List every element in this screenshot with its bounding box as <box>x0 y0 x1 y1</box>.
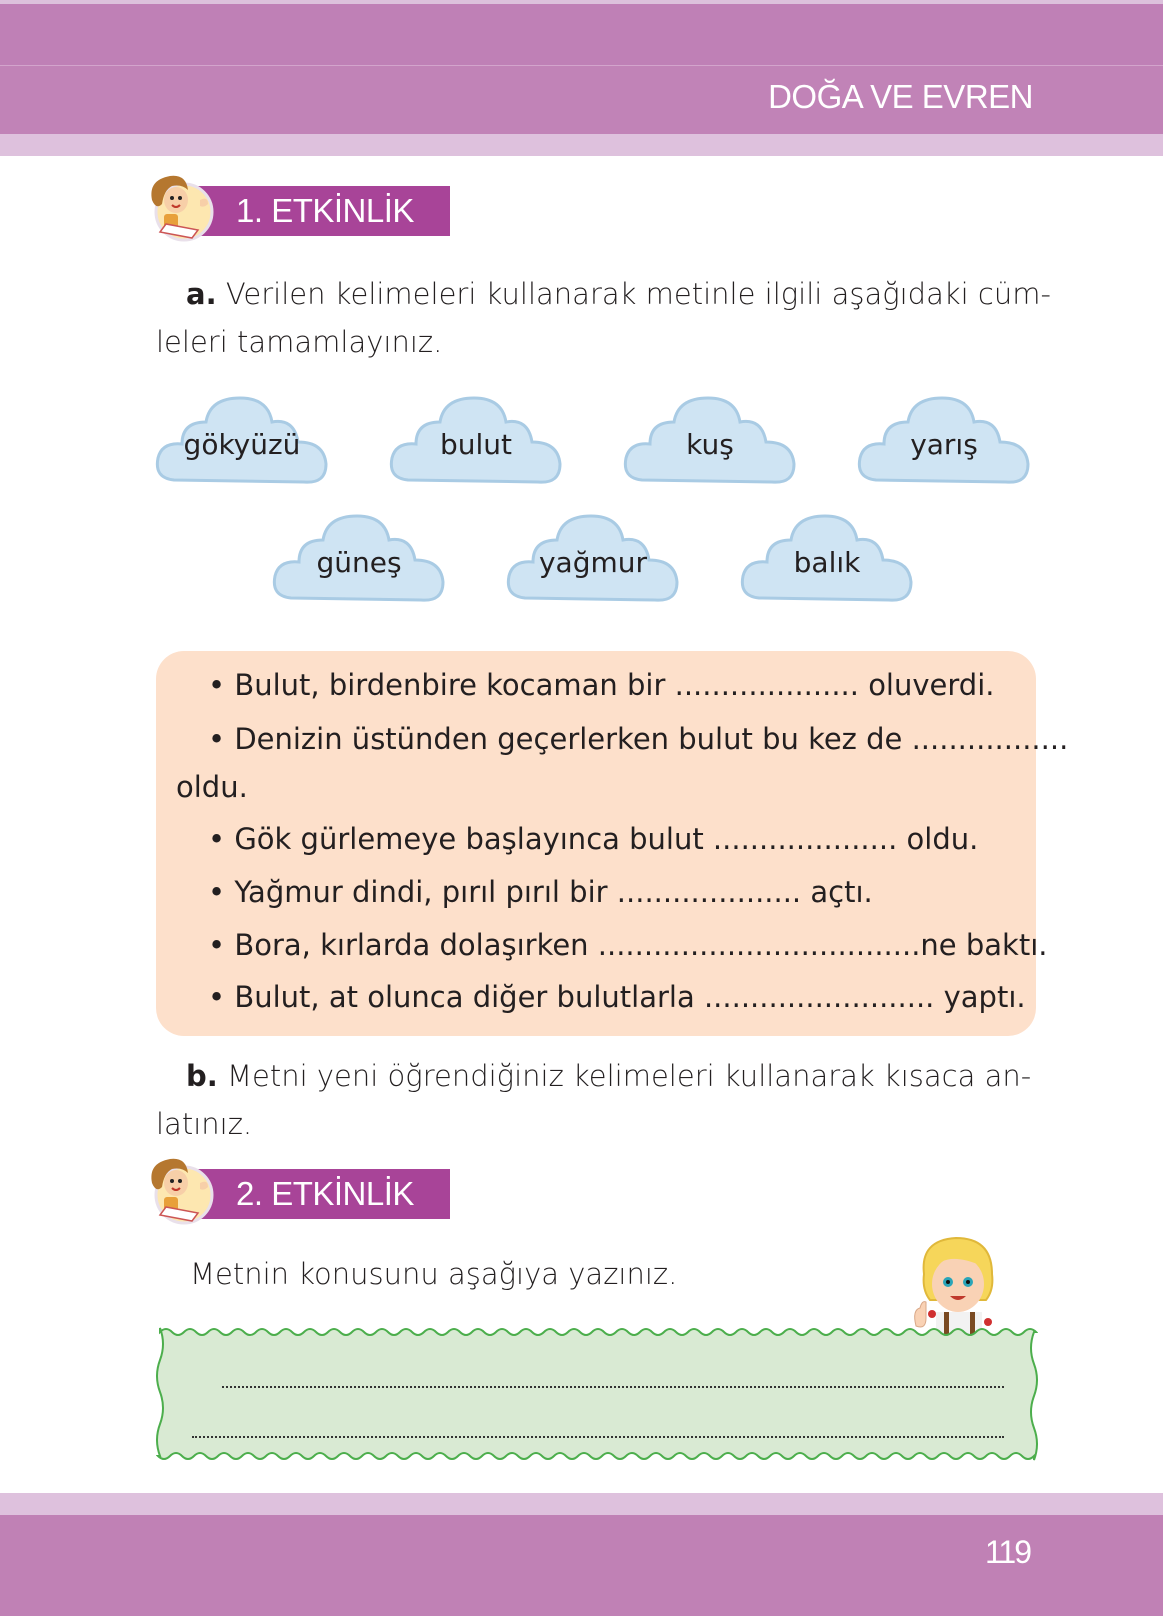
instruction-a-line-1 <box>186 270 1051 318</box>
girl-writing-icon <box>142 1153 222 1225</box>
instruction-b-text: Metni yeni öğrendiğiniz kelimeleri kullanarak kısaca an- <box>227 1059 1032 1093</box>
activity-2-instruction: Metnin konusunu aşağıya yazınız. <box>190 1257 678 1291</box>
instruction-a-label: a. <box>186 277 217 311</box>
fill-in-sentences-box <box>156 651 1069 1036</box>
answer-line-2[interactable] <box>192 1436 1004 1438</box>
instruction-a-line-2: leleri tamamlayınız. <box>156 325 443 359</box>
header-light-strip <box>0 134 1163 156</box>
activity-2-label: 2. ETKİNLİK <box>192 1169 450 1219</box>
word-cloud-bulut <box>388 392 564 492</box>
chapter-title: DOĞA VE EVREN <box>768 78 1033 115</box>
sentence-6: • Bulut, at olunca diğer bulutlarla ......................... yaptı. <box>208 980 1026 1014</box>
activity-2-heading <box>142 1153 462 1225</box>
word-label: güneş <box>316 546 402 579</box>
word-cloud-kus <box>622 392 798 492</box>
answer-line-1[interactable] <box>222 1386 1004 1388</box>
sentence-2-continued: oldu. <box>176 770 248 804</box>
sentence-3: • Gök gürlemeye başlayınca bulut .................... oldu. <box>208 822 979 856</box>
word-label: balık <box>793 546 861 579</box>
boy-thumbs-up-icon <box>896 1230 1016 1334</box>
instruction-b-line-2: latınız. <box>156 1107 253 1141</box>
instruction-b-line-1 <box>186 1052 1031 1100</box>
word-cloud-balik <box>739 510 915 610</box>
answer-area[interactable] <box>156 1324 1038 1464</box>
word-label: yarış <box>910 428 978 461</box>
sentence-5: • Bora, kırlarda dolaşırken ...................................ne baktı. <box>208 928 1048 962</box>
word-label: kuş <box>686 428 734 461</box>
word-cloud-yagmur <box>505 510 681 610</box>
activity-1-heading <box>142 170 462 242</box>
girl-writing-icon <box>142 170 222 242</box>
sentence-4: • Yağmur dindi, pırıl pırıl bir .................... açtı. <box>208 875 873 909</box>
footer-light-strip <box>0 1493 1163 1515</box>
word-cloud-gokyuzu <box>154 392 330 492</box>
sentence-2: • Denizin üstünden geçerlerken bulut bu kez de ................. <box>208 722 1069 756</box>
word-label: gökyüzü <box>183 428 301 461</box>
header-band <box>0 4 1163 65</box>
instruction-b-label: b. <box>186 1059 218 1093</box>
sentence-1: • Bulut, birdenbire kocaman bir .................... oluverdi. <box>208 668 995 702</box>
word-cloud-yaris <box>856 392 1032 492</box>
instruction-a-text: Verilen kelimeleri kullanarak metinle ilgili aşağıdaki cüm- <box>225 277 1051 311</box>
word-label: bulut <box>439 428 513 461</box>
page-number: 119 <box>984 1534 1030 1570</box>
word-cloud-gunes <box>271 510 447 610</box>
wavy-border <box>156 1324 1038 1464</box>
activity-1-label: 1. ETKİNLİK <box>192 186 450 236</box>
header-divider <box>0 65 1163 66</box>
word-label: yağmur <box>538 546 648 579</box>
